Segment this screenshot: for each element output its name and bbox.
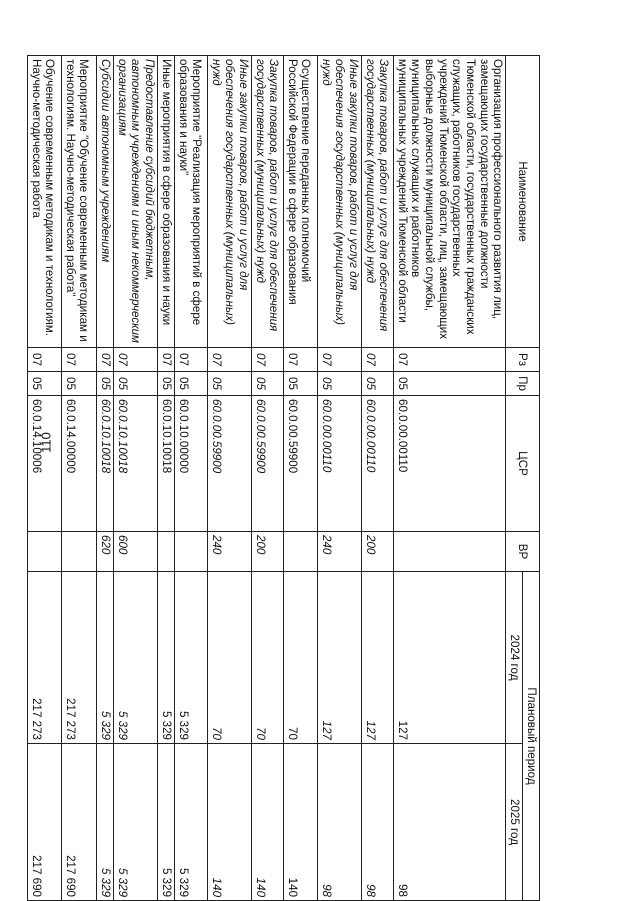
table-row bbox=[61, 56, 96, 901]
rotated-table-wrapper bbox=[29, 55, 540, 900]
row-csr: 60.0.14.00000 bbox=[61, 396, 96, 532]
row-2024: 217 273 bbox=[27, 572, 61, 744]
row-pr: 05 bbox=[393, 372, 505, 396]
row-vr: 200 bbox=[251, 532, 283, 572]
row-rz: 07 bbox=[113, 348, 157, 372]
row-pr: 05 bbox=[61, 372, 96, 396]
row-name: Осуществление переданных полномочий Российской Федерации в сфере образования bbox=[283, 56, 317, 348]
row-name: Закупка товаров, работ и услуг для обеспечения государственных (муниципальных) нужд bbox=[361, 56, 393, 348]
row-rz: 07 bbox=[61, 348, 96, 372]
table-row bbox=[207, 56, 251, 901]
row-2024: 5 329 bbox=[157, 572, 174, 744]
row-2024: 5 329 bbox=[113, 572, 157, 744]
row-rz: 07 bbox=[283, 348, 317, 372]
row-2024: 217 273 bbox=[61, 572, 96, 744]
row-name: Мероприятие "Обучение современным методикам и технологиям. Научно-методическая работа" bbox=[61, 56, 96, 348]
table-row bbox=[283, 56, 317, 901]
row-name: Иные мероприятия в сфере образования и науки bbox=[157, 56, 174, 348]
row-2024: 127 bbox=[393, 572, 505, 744]
row-csr: 60.0.00.00110 bbox=[361, 396, 393, 532]
table-row bbox=[27, 56, 61, 901]
row-2025: 98 bbox=[393, 744, 505, 901]
row-2025: 5 329 bbox=[157, 744, 174, 901]
row-2024: 70 bbox=[251, 572, 283, 744]
row-csr: 60.0.10.10018 bbox=[157, 396, 174, 532]
row-vr: 600 bbox=[113, 532, 157, 572]
table-row bbox=[96, 56, 113, 901]
row-pr: 05 bbox=[174, 372, 207, 396]
row-vr bbox=[157, 532, 174, 572]
row-name: Обучение современным методикам и технологиям. Научно-методическая работа bbox=[27, 56, 61, 348]
row-pr: 05 bbox=[113, 372, 157, 396]
row-2025: 5 329 bbox=[174, 744, 207, 901]
row-pr: 05 bbox=[251, 372, 283, 396]
header-planned-period: Плановый период bbox=[523, 572, 540, 901]
row-vr: 240 bbox=[317, 532, 361, 572]
row-2025: 5 329 bbox=[96, 744, 113, 901]
row-vr bbox=[283, 532, 317, 572]
row-2025: 98 bbox=[317, 744, 361, 901]
row-csr: 60.0.00.00110 bbox=[393, 396, 505, 532]
row-csr: 60.0.00.59900 bbox=[283, 396, 317, 532]
row-2025: 5 329 bbox=[113, 744, 157, 901]
row-2024: 70 bbox=[207, 572, 251, 744]
row-2025: 140 bbox=[207, 744, 251, 901]
row-csr: 60.0.10.00000 bbox=[174, 396, 207, 532]
row-2025: 217 690 bbox=[61, 744, 96, 901]
header-rz: Рз bbox=[506, 348, 540, 372]
table-row bbox=[157, 56, 174, 901]
row-vr bbox=[61, 532, 96, 572]
table-row bbox=[113, 56, 157, 901]
table-row bbox=[174, 56, 207, 901]
row-pr: 05 bbox=[27, 372, 61, 396]
row-pr: 05 bbox=[283, 372, 317, 396]
page-number: 110 bbox=[38, 432, 54, 453]
header-csr: ЦСР bbox=[506, 396, 540, 532]
row-vr: 200 bbox=[361, 532, 393, 572]
row-name: Иные закупки товаров, работ и услуг для обеспечения государственных (муниципальных) нужд bbox=[207, 56, 251, 348]
header-2024: 2024 год bbox=[506, 572, 523, 744]
row-2025: 140 bbox=[283, 744, 317, 901]
table-row bbox=[393, 56, 505, 901]
row-rz: 07 bbox=[96, 348, 113, 372]
row-name: Субсидии автономным учреждениям bbox=[96, 56, 113, 348]
row-vr bbox=[174, 532, 207, 572]
table-row bbox=[361, 56, 393, 901]
row-csr: 60.0.00.59900 bbox=[251, 396, 283, 532]
row-csr: 60.0.10.10018 bbox=[96, 396, 113, 532]
row-rz: 07 bbox=[27, 348, 61, 372]
row-rz: 07 bbox=[251, 348, 283, 372]
header-name: Наименование bbox=[506, 56, 540, 348]
row-2024: 5 329 bbox=[174, 572, 207, 744]
table-row bbox=[317, 56, 361, 901]
row-pr: 05 bbox=[96, 372, 113, 396]
row-pr: 05 bbox=[207, 372, 251, 396]
row-vr bbox=[27, 532, 61, 572]
row-2024: 127 bbox=[317, 572, 361, 744]
row-csr: 60.0.10.10018 bbox=[113, 396, 157, 532]
row-vr bbox=[393, 532, 505, 572]
row-vr: 240 bbox=[207, 532, 251, 572]
row-rz: 07 bbox=[174, 348, 207, 372]
row-pr: 05 bbox=[157, 372, 174, 396]
table-row bbox=[251, 56, 283, 901]
row-rz: 07 bbox=[393, 348, 505, 372]
row-pr: 05 bbox=[317, 372, 361, 396]
row-csr: 60.0.00.59900 bbox=[207, 396, 251, 532]
row-name: Иные закупки товаров, работ и услуг для обеспечения государственных (муниципальных) нужд bbox=[317, 56, 361, 348]
row-vr: 620 bbox=[96, 532, 113, 572]
row-csr: 60.0.00.00110 bbox=[317, 396, 361, 532]
row-name: Мероприятие "Реализация мероприятий в сфере образования и науки" bbox=[174, 56, 207, 348]
row-2025: 98 bbox=[361, 744, 393, 901]
row-csr: 60.0.14.10006 bbox=[27, 396, 61, 532]
row-name: Организация профессионального развития лиц, замещающих государственные должности Тюменской области, государственных гражданских служащих, работников государственных учреждений Тюменской области, лиц, замещающих выборные должности муниципальной службы, муниципальных служащих и работников муниципальных учреждений Тюменской области bbox=[393, 56, 505, 348]
header-vr: ВР bbox=[506, 532, 540, 572]
row-rz: 07 bbox=[361, 348, 393, 372]
row-2024: 70 bbox=[283, 572, 317, 744]
row-2024: 5 329 bbox=[96, 572, 113, 744]
header-2025: 2025 год bbox=[506, 744, 523, 901]
row-2025: 140 bbox=[251, 744, 283, 901]
row-2025: 217 690 bbox=[27, 744, 61, 901]
budget-table bbox=[27, 55, 540, 901]
row-pr: 05 bbox=[361, 372, 393, 396]
header-pr: Пр bbox=[506, 372, 540, 396]
row-rz: 07 bbox=[317, 348, 361, 372]
row-name: Закупка товаров, работ и услуг для обеспечения государственных (муниципальных) нужд bbox=[251, 56, 283, 348]
row-2024: 127 bbox=[361, 572, 393, 744]
row-name: Предоставление субсидий бюджетным, автономным учреждениям и иным некоммерческим организациям bbox=[113, 56, 157, 348]
row-rz: 07 bbox=[157, 348, 174, 372]
row-rz: 07 bbox=[207, 348, 251, 372]
